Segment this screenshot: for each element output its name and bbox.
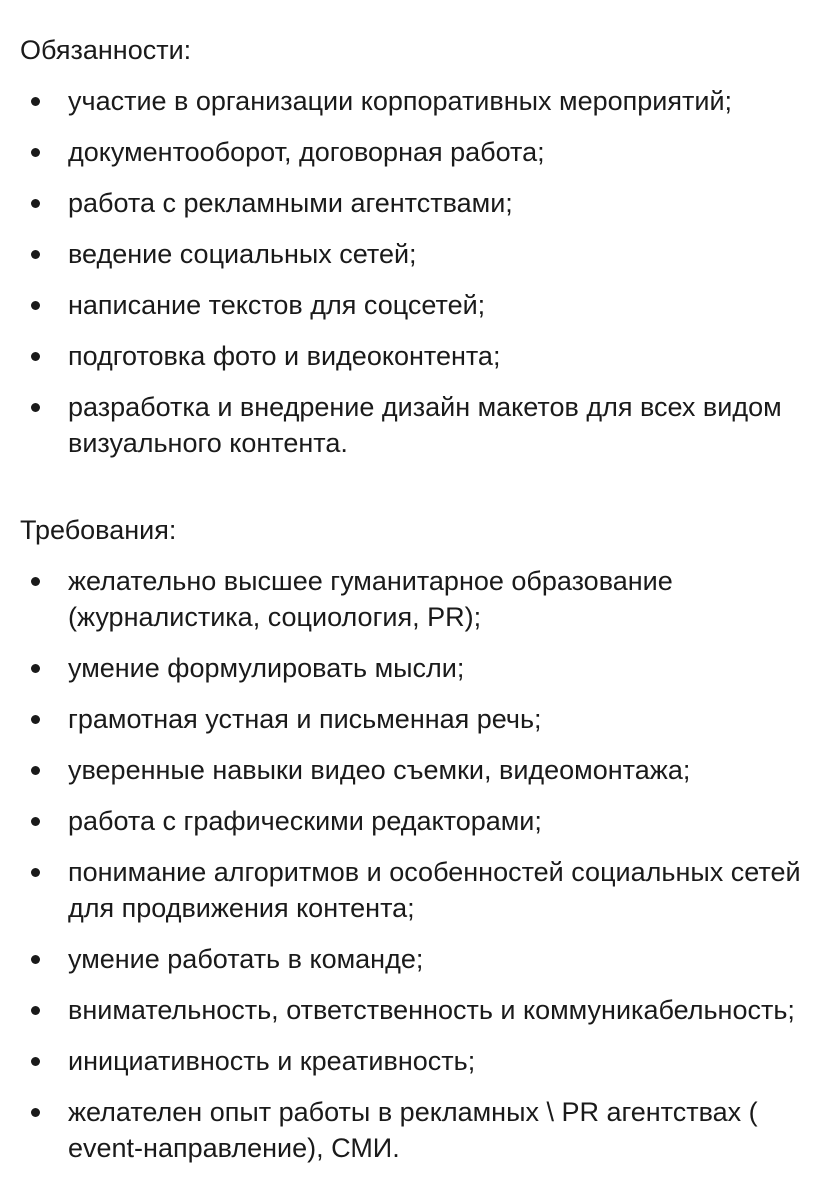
list-item xyxy=(20,650,830,686)
bullet-icon xyxy=(31,148,40,157)
list-item-text: понимание алгоритмов и особенностей социальных сетей для продвижения контента; xyxy=(68,857,801,923)
list-item-text: желательно высшее гуманитарное образование (журналистика, социология, PR); xyxy=(68,566,673,632)
list-item-text: ведение социальных сетей; xyxy=(68,239,417,269)
bullet-icon xyxy=(31,1006,40,1015)
list-item xyxy=(20,287,830,323)
bullet-icon xyxy=(31,301,40,310)
list-item-text: умение формулировать мысли; xyxy=(68,653,465,683)
list-item xyxy=(20,563,830,635)
duties-list xyxy=(20,83,830,476)
list-item-text: участие в организации корпоративных мероприятий; xyxy=(68,86,733,116)
list-item-text: грамотная устная и письменная речь; xyxy=(68,704,542,734)
list-item-text: желателен опыт работы в рекламных \ PR агентствах ( event-направление), СМИ. xyxy=(68,1097,758,1163)
list-item xyxy=(20,338,830,374)
list-item xyxy=(20,752,830,788)
list-item-text: работа с рекламными агентствами; xyxy=(68,188,513,218)
bullet-icon xyxy=(31,1108,40,1117)
list-item-text: умение работать в команде; xyxy=(68,944,424,974)
bullet-icon xyxy=(31,766,40,775)
bullet-icon xyxy=(31,868,40,877)
bullet-icon xyxy=(31,817,40,826)
bullet-icon xyxy=(31,577,40,586)
bullet-icon xyxy=(31,955,40,964)
list-item xyxy=(20,185,830,221)
bullet-icon xyxy=(31,403,40,412)
list-item-text: работа с графическими редакторами; xyxy=(68,806,542,836)
list-item xyxy=(20,83,830,119)
bullet-icon xyxy=(31,664,40,673)
list-item-text: написание текстов для соцсетей; xyxy=(68,290,486,320)
bullet-icon xyxy=(31,199,40,208)
list-item xyxy=(20,1043,830,1079)
duties-heading: Обязанности: xyxy=(20,35,192,65)
bullet-icon xyxy=(31,352,40,361)
bullet-icon xyxy=(31,1057,40,1066)
list-item-text: разработка и внедрение дизайн макетов для всех видом визуального контента. xyxy=(68,392,782,458)
requirements-list xyxy=(20,563,830,1181)
list-item xyxy=(20,389,830,461)
list-item xyxy=(20,134,830,170)
list-item-text: инициативность и креативность; xyxy=(68,1046,476,1076)
list-item xyxy=(20,1094,830,1166)
list-item-text: документооборот, договорная работа; xyxy=(68,137,545,167)
list-item xyxy=(20,992,830,1028)
bullet-icon xyxy=(31,97,40,106)
list-item xyxy=(20,941,830,977)
bullet-icon xyxy=(31,715,40,724)
list-item xyxy=(20,854,830,926)
list-item xyxy=(20,701,830,737)
list-item-text: уверенные навыки видео съемки, видеомонтажа; xyxy=(68,755,691,785)
list-item xyxy=(20,803,830,839)
list-item-text: подготовка фото и видеоконтента; xyxy=(68,341,501,371)
list-item-text: внимательность, ответственность и коммуникабельность; xyxy=(68,995,795,1025)
bullet-icon xyxy=(31,250,40,259)
list-item xyxy=(20,236,830,272)
requirements-heading: Требования: xyxy=(20,515,177,545)
